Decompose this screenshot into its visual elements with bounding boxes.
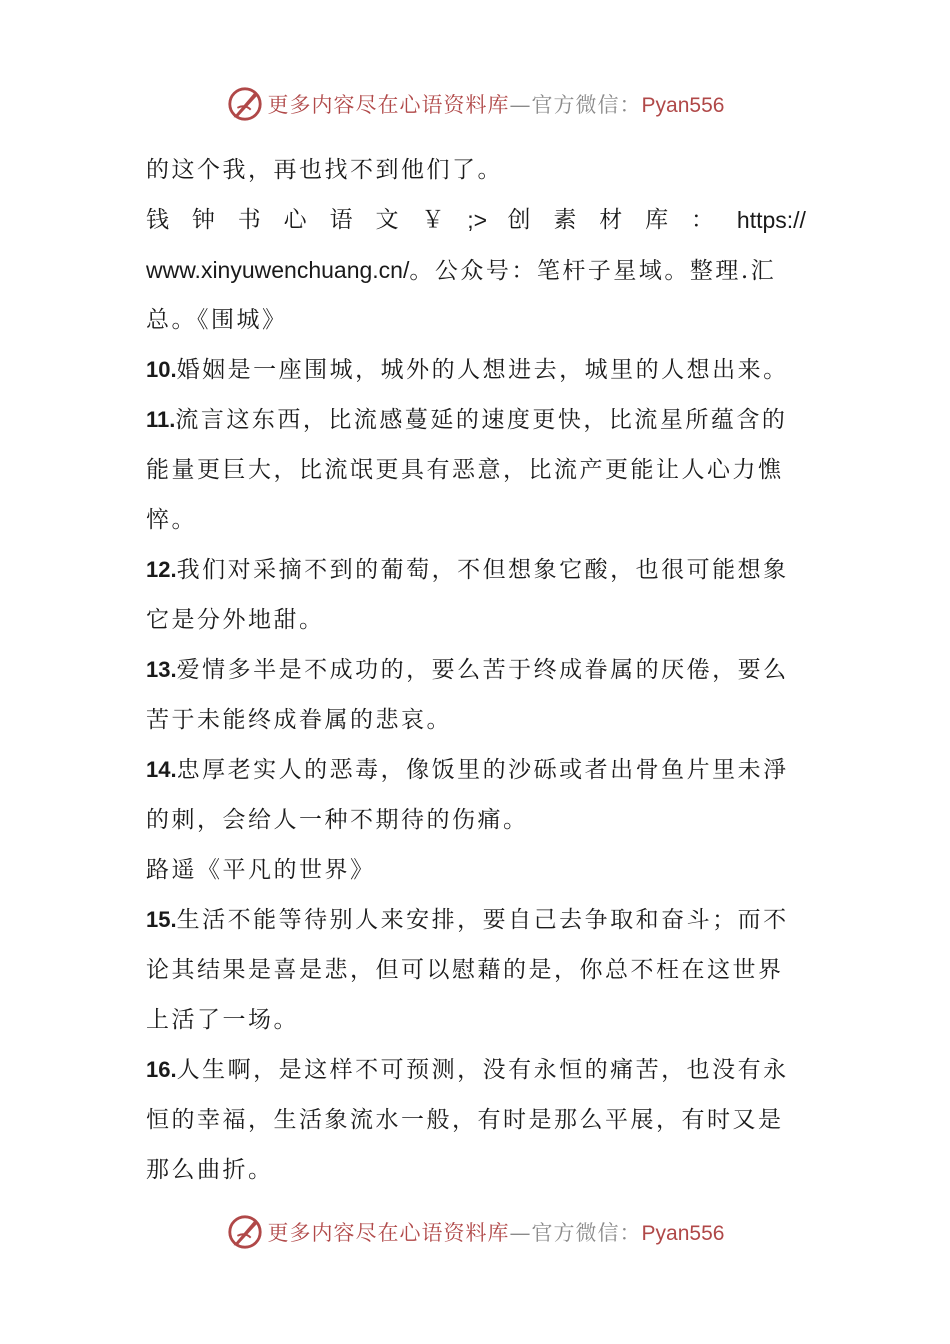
spread-char: ￥ [421,207,447,233]
header-banner [0,82,950,126]
spread-char: 书 [237,207,264,233]
text-line: 上活了一场。 [146,1007,299,1033]
text-line: 那么曲折。 [146,1157,274,1183]
item-text: 生活不能等待别人来安排，要自己去争取和奋斗；而不 [176,907,789,933]
item-text: 流言这东西，比流感蔓延的速度更快，比流星所蕴含的 [175,407,788,433]
item-number: 11. [146,407,176,432]
source-line [146,195,806,245]
document-body [146,145,806,1195]
item-text: 婚姻是一座围城，城外的人想进去，城里的人想出来。 [176,357,789,383]
quill-logo-icon [226,85,264,123]
separator: — [509,93,532,117]
url-fragment: https:// [736,207,806,233]
text-line: 悴。 [146,507,197,533]
text-line: 的这个我，再也找不到他们了。 [146,157,503,183]
item-text: 忠厚老实人的恶毒，像饭里的沙砾或者出骨鱼片里未淨 [176,757,789,783]
quote-line [146,1045,806,1095]
official-label: 官方微信： [531,93,642,117]
url-text: www.xinyuwenchuang.cn/ [146,257,410,283]
spread-char: 语 [329,207,356,233]
item-number: 12. [146,557,177,582]
spread-char: 库 [645,207,671,233]
quote-line [146,895,806,945]
text-line: 它是分外地甜。 [146,607,325,633]
spread-char: 钟 [191,207,218,233]
text-line: 能量更巨大，比流氓更具有恶意，比流产更能让人心力憔 [146,457,784,483]
text-line: 的刺，会给人一种不期待的伤痛。 [146,807,529,833]
spread-char: 素 [553,207,579,233]
footer-banner [0,1210,950,1254]
quote-line [146,345,806,395]
header-banner-text [268,89,725,119]
item-number: 14. [146,757,177,782]
quote-line [146,745,806,795]
site-name: 更多内容尽在心语资料库 [267,93,510,117]
quote-line [146,645,806,695]
quote-line [146,395,806,445]
spread-char: 创 [507,207,533,233]
item-number: 15. [146,907,177,932]
spread-char: 文 [375,207,401,233]
text-line: 论其结果是喜是悲，但可以慰藉的是，你总不枉在这世界 [146,957,784,983]
quill-logo-icon [226,1213,264,1251]
text-line: 总。《围城》 [146,307,288,333]
quote-line [146,545,806,595]
wechat-id: Pyan556 [641,1222,725,1245]
text-rest: 。公众号：笔杆子星域。整理.汇 [409,258,777,284]
text-line [146,245,806,295]
item-number: 10. [146,357,177,382]
item-number: 13. [146,657,177,682]
text-line: 恒的幸福，生活象流水一般，有时是那么平展，有时又是 [146,1107,784,1133]
text-line: 苦于未能终成眷属的悲哀。 [146,707,452,733]
spread-char: 材 [599,207,625,233]
spread-char: 钱 [146,207,172,233]
separator: — [509,1221,532,1245]
wechat-id: Pyan556 [641,94,725,117]
item-text: 人生啊，是这样不可预测，没有永恒的痛苦，也没有永 [176,1057,789,1083]
section-heading: 路遥《平凡的世界》 [146,857,376,883]
site-name: 更多内容尽在心语资料库 [267,1221,510,1245]
spread-char: ;> [467,207,488,233]
footer-banner-text [268,1217,725,1247]
spread-char: ： [691,207,717,233]
item-number: 16. [146,1057,177,1082]
spread-char: 心 [283,207,310,233]
item-text: 我们对采摘不到的葡萄，不但想象它酸，也很可能想象 [176,557,789,583]
official-label: 官方微信： [531,1221,642,1245]
item-text: 爱情多半是不成功的，要么苦于终成眷属的厌倦，要么 [176,657,789,683]
